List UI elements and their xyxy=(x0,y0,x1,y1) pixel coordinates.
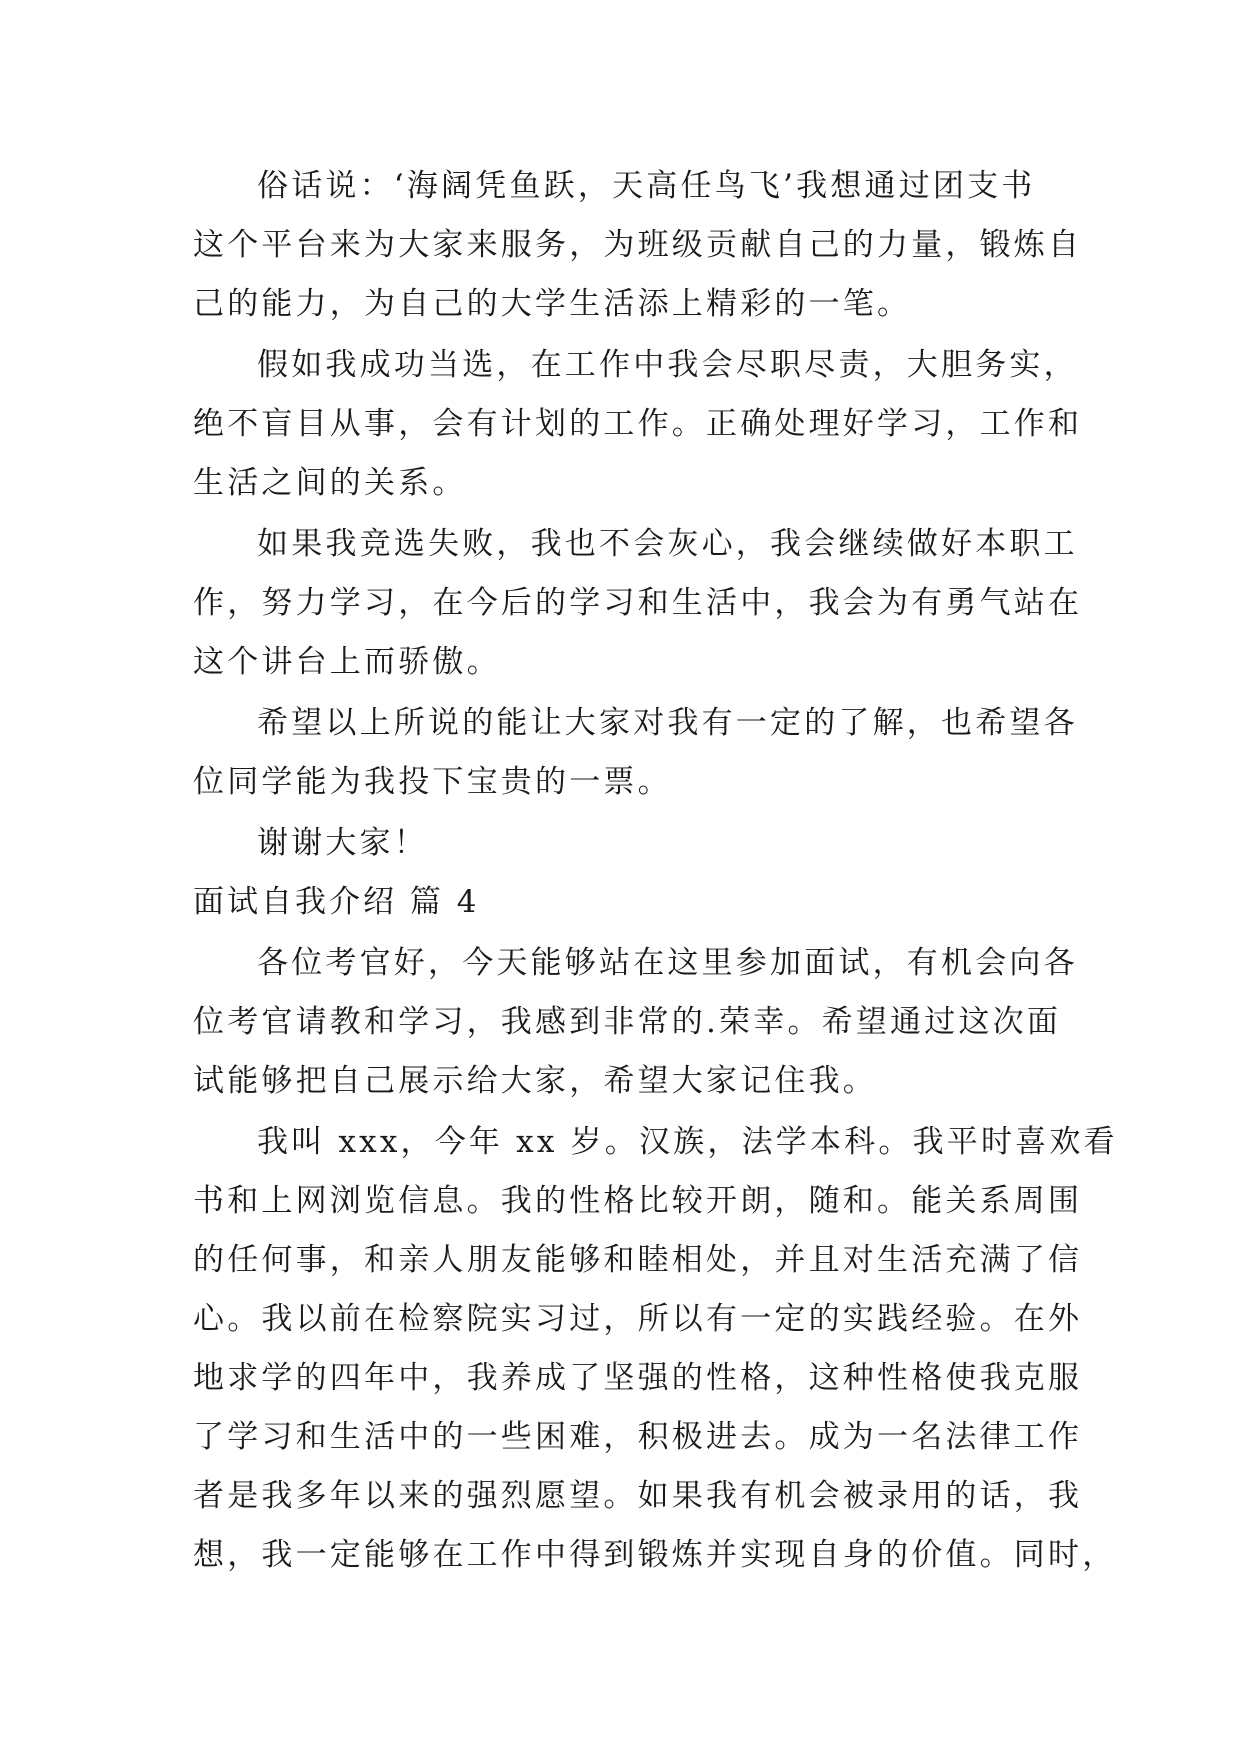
paragraph-line: 如果我竞选失败，我也不会灰心，我会继续做好本职工 xyxy=(257,526,1078,562)
paragraph-line: 这个平台来为大家来服务，为班级贡献自己的力量，锻炼自 xyxy=(193,227,1083,263)
paragraph-line: 生活之间的关系。 xyxy=(193,465,467,501)
paragraph-line: 想，我一定能够在工作中得到锻炼并实现自身的价值。同时， xyxy=(193,1537,1117,1573)
paragraph-line: 地求学的四年中，我养成了坚强的性格，这种性格使我克服 xyxy=(193,1360,1083,1396)
paragraph-line: 位同学能为我投下宝贵的一票。 xyxy=(193,764,672,800)
paragraph-line: 作，努力学习，在今后的学习和生活中，我会为有勇气站在 xyxy=(193,585,1083,621)
paragraph-line: 试能够把自己展示给大家，希望大家记住我。 xyxy=(193,1063,877,1099)
paragraph-line: 位考官请教和学习，我感到非常的.荣幸。希望通过这次面 xyxy=(193,1004,1062,1040)
paragraph-line: 了学习和生活中的一些困难，积极进去。成为一名法律工作 xyxy=(193,1419,1083,1455)
paragraph-line: 心。我以前在检察院实习过，所以有一定的实践经验。在外 xyxy=(193,1301,1083,1337)
section-heading: 面试自我介绍 篇 4 xyxy=(193,884,480,920)
paragraph-line: 者是我多年以来的强烈愿望。如果我有机会被录用的话，我 xyxy=(193,1478,1083,1514)
paragraph-line: 这个讲台上而骄傲。 xyxy=(193,644,501,680)
paragraph-line: 谢谢大家！ xyxy=(257,825,428,861)
paragraph-line: 绝不盲目从事，会有计划的工作。正确处理好学习，工作和 xyxy=(193,406,1083,442)
paragraph-line: 假如我成功当选，在工作中我会尽职尽责，大胆务实， xyxy=(257,347,1078,383)
paragraph-line: 俗话说：‘海阔凭鱼跃，天高任鸟飞’我想通过团支书 xyxy=(257,168,1036,204)
paragraph-line: 希望以上所说的能让大家对我有一定的了解，也希望各 xyxy=(257,705,1078,741)
paragraph-line: 己的能力，为自己的大学生活添上精彩的一笔。 xyxy=(193,286,912,322)
paragraph-line: 书和上网浏览信息。我的性格比较开朗，随和。能关系周围 xyxy=(193,1183,1083,1219)
paragraph-line: 各位考官好，今天能够站在这里参加面试，有机会向各 xyxy=(257,945,1078,981)
paragraph-line: 的任何事，和亲人朋友能够和睦相处，并且对生活充满了信 xyxy=(193,1242,1083,1278)
paragraph-line: 我叫 xxx，今年 xx 岁。汉族，法学本科。我平时喜欢看 xyxy=(257,1124,1118,1160)
